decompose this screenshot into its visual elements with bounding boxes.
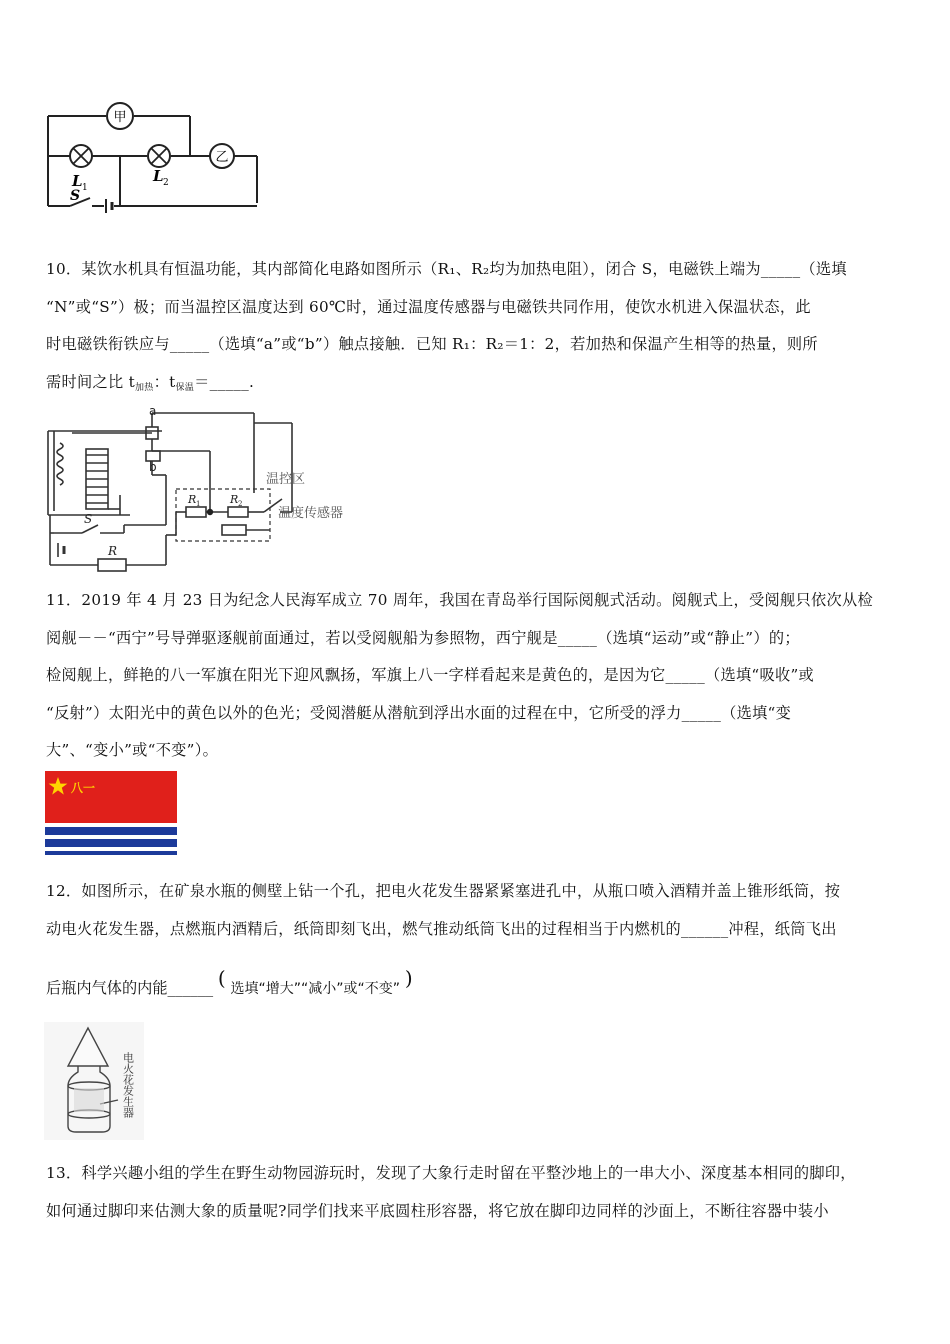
- q10-line-last: [46, 364, 916, 405]
- r1-sub: 1: [196, 500, 201, 508]
- q12-line: 12．如图所示，在矿泉水瓶的侧壁上钻一个孔，把电火花发生器紧紧塞进孔中，从瓶口喷入酒精并盖上锥形纸筒，按: [46, 882, 841, 900]
- q13-line: 如何通过脚印来估测大象的质量呢?同学们找来平底圆柱形容器，将它放在脚印边同样的沙面上，不断往容器中装小: [46, 1201, 829, 1220]
- flag-blue-stripe: [45, 851, 177, 855]
- q11-line: 11．2019 年 4 月 23 日为纪念人民海军成立 70 周年，我国在青岛举行国际阅舰式活动。阅舰式上，受阅舰只依次从检: [46, 591, 873, 609]
- figure-bottle-spark: [44, 1022, 144, 1140]
- switch-s-label: S: [84, 512, 93, 526]
- flag-red-field: [45, 771, 177, 823]
- question-12: [46, 873, 916, 948]
- q10-sub-heating: 加热: [134, 382, 154, 393]
- sensor-label: 温度传感器: [278, 506, 344, 521]
- q10-line: 10．某饮水机具有恒温功能，其内部简化电路如图所示（R₁、R₂均为加热电阻），闭合 S，电磁铁上端为_____（选填: [46, 260, 847, 278]
- figure-relay-circuit: [42, 403, 372, 573]
- q12-line: 动电火花发生器，点燃瓶内酒精后，纸筒即刻飞出，燃气推动纸筒飞出的过程相当于内燃机的______冲程，纸筒飞出: [46, 919, 837, 938]
- q12-paren-text: 选填“增大”“减小”或“不变”: [230, 981, 401, 997]
- q11-line: “反射”）太阳光中的黄色以外的色光；受阅潜艇从潜航到浮出水面的过程在中，它所受的浮力_____（选填“变: [46, 703, 792, 722]
- flag-blue-stripe: [45, 839, 177, 847]
- q10-line: “N”或“S”）极；而当温控区温度达到 60℃时，通过温度传感器与电磁铁共同作用，使饮水机进入保温状态，此: [46, 297, 811, 316]
- q12-line-last: [46, 966, 413, 997]
- q11-line: 大”、“变小”或“不变”）。: [46, 741, 219, 759]
- q12-paren-close: ): [404, 966, 413, 990]
- question-13: [46, 1155, 916, 1230]
- q10-line: 时电磁铁衔铁应与_____（选填“a”或“b”）触点接触．已知 R₁：R₂＝1：2，若加热和保温产生相等的热量，则所: [46, 335, 818, 353]
- r2-label: R: [230, 493, 239, 506]
- junction-dot: [207, 509, 213, 515]
- figure-lamp-circuit: [40, 98, 265, 216]
- q12-paren-open: (: [217, 966, 226, 990]
- q10-last-suffix: ＝_____.: [194, 372, 255, 391]
- question-11: [46, 582, 916, 770]
- q11-line: 阅舰－－“西宁”号导弹驱逐舰前面通过，若以受阅舰船为参照物，西宁舰是_____（选填“运动”或“静止”）的；: [46, 628, 800, 647]
- contact-a-label: a: [149, 404, 157, 418]
- lamp2-sub: 2: [163, 178, 169, 188]
- lamp-l1-icon: [70, 145, 92, 167]
- spark-generator-label: 电火花发生器: [121, 1052, 135, 1118]
- meter-a-label: 甲: [113, 110, 127, 125]
- bayi-naval-flag: [45, 771, 177, 855]
- r1-label: R: [188, 493, 197, 506]
- switch-label: S: [70, 188, 81, 204]
- lamp1-sub: 1: [82, 183, 88, 193]
- lamp1-label: L: [72, 172, 83, 190]
- q12-last-text: 后瓶内气体的内能______: [46, 979, 214, 997]
- lamp-l2-icon: [148, 145, 170, 167]
- q10-last-mid: ：t: [153, 372, 176, 391]
- resistor-r-label: R: [108, 544, 118, 558]
- lamp2-label: L: [153, 167, 164, 185]
- control-zone-label: 温控区: [266, 472, 306, 487]
- q10-sub-keepwarm: 保温: [175, 382, 195, 393]
- r2-sub: 2: [238, 500, 243, 508]
- flag-blue-stripe: [45, 827, 177, 835]
- question-10: [46, 251, 916, 404]
- contact-b-label: b: [149, 460, 157, 474]
- flag-bayi-text: 八一: [71, 781, 96, 795]
- q13-line: 13．科学兴趣小组的学生在野生动物园游玩时，发现了大象行走时留在平整沙地上的一串大小、深度基本相同的脚印，: [46, 1164, 856, 1182]
- meter-b-label: 乙: [215, 150, 229, 165]
- q11-line: 检阅舰上，鲜艳的八一军旗在阳光下迎风飘扬，军旗上八一字样看起来是黄色的，是因为它_____（选填“吸收”或: [46, 666, 815, 684]
- q10-last-prefix: 需时间之比 t: [46, 372, 135, 391]
